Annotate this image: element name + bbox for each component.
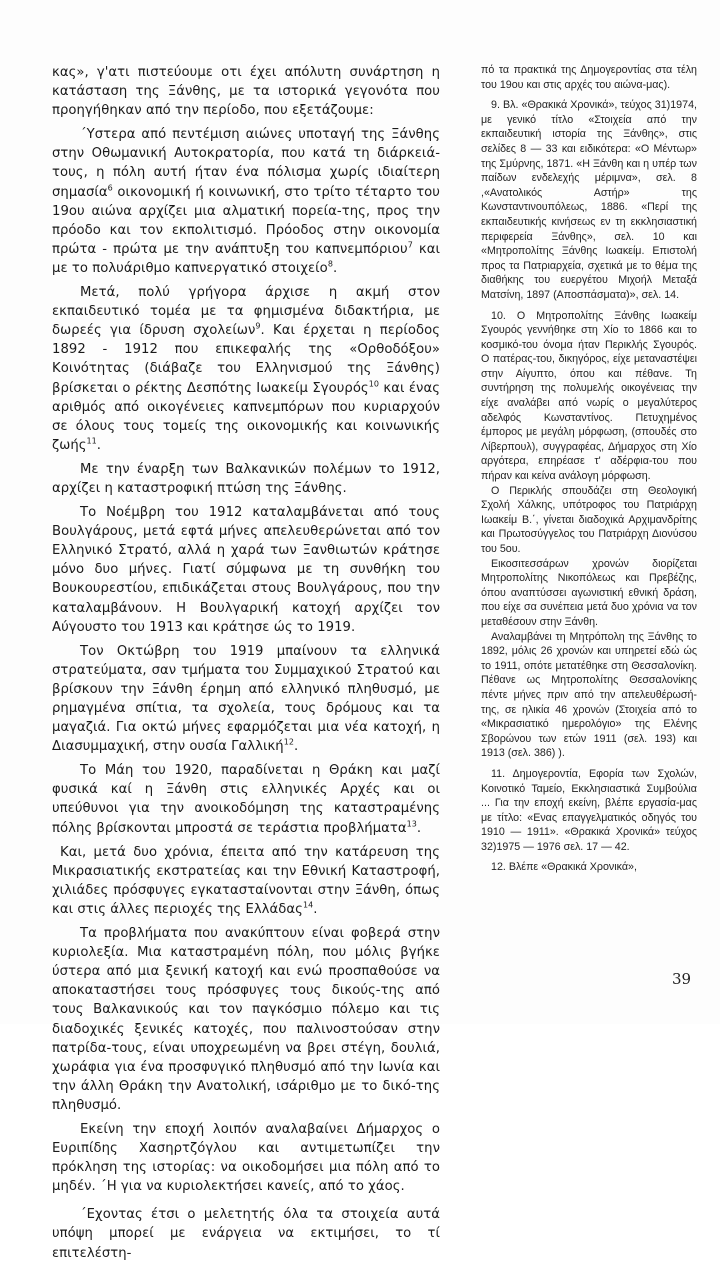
main-text-column — [52, 63, 440, 1268]
paragraph-october-1919 — [52, 642, 440, 757]
paragraph-may-1920 — [52, 761, 440, 837]
footnote-10: 10. Ο Μητροπολίτης Ξάνθης Ιωακείμ Σγουρός γεννήθηκε στη Χίο το 1866 και το κοσμικό-του όνομα ήταν Περικλής Σγουρός. Ο πατέρας-του, δικηγόρος, είχε μεταναστέψει στην Αίγυπτο, όπου και πέθανε. Τη συντήρηση της πολυμελής οικογένειας την είχε αναλάβει από νωρίς ο μεγαλύτερος αδελφός Κωνσταντίνος. Πετυχημένος έμπορος με μεγάλη μόρφωση, (σπουδές στο Λίβερπουλ), συγγραφέας, Δήμαρχος στη Χίο αργότερα, επηρέασε τ' αδέρφια-του που πήραν και κείνα ανάλογη μόρφωση. — [481, 309, 697, 483]
footnote-ref-9[interactable]: 9 — [255, 321, 261, 331]
text-span: . Και έρχεται η περίοδος 1892 - 1912 που επικεφαλής της «Ορθοδόξου» Κοινότητας (διάβαζε του Ελληνισμού της Ξάνθης) βρίσκεται ο ρέκτης Δεσπότης Ιωακείμ Σγουρός — [52, 323, 440, 396]
paragraph-education — [52, 283, 440, 455]
footnote-10-paragraph-3: Εικοσιτεσσάρων χρονών διορίζεται Μητροπολίτης Νικοπόλεως και Πρεβέζης, όπου αναπτύσσει αγωνιστική εθνική δράση, που είχε σα συνέπεια μετά δυο χρόνια να τον μεταθέσουν στην Ξάνθη. — [481, 557, 697, 628]
paragraph-ottoman-period — [52, 125, 440, 278]
text-span: Το Μάη του 1920, παραδίνεται η Θράκη και μαζί φυσικά καί η Ξάνθη στις ελληνικές Αρχές και οι υπεύθυνοι για την ανοικοδόμηση της καταστραμένης πόλης βρίσκονται μπροστά σε τεράστια προβλήματα — [52, 763, 440, 836]
footnote-9: 9. Βλ. «Θρακικά Χρονικά», τεύχος 31)1974, με γενικό τίτλο «Στοιχεία από την εκπαιδευτική ιστορία της Ξάνθης», στις σελίδες 8 — 33 και ειδικότερα: «Ο Μέντωρ» της Σμύρνης, 1871. «Η Ξάνθη και η υπέρ των παίδων ενδελεχής μέριμνα», σελ. 8 ,«Ανατολικός Αστήρ» της Κωνσταντινουπόλεως, 1886. «Περί της εκπαιδευτικής κινήσεως εν τη εκκλησιαστική περιφερεία Ξάνθης», σελ. 10 και «Μητροπολίτης Ξάνθης Ιωακείμ. Επιστολή προς τα Πατριαρχεία, σχετικά με το θέμα της διαθήκης του ευεργέτου Μιχοήλ Μεταξά Ματσίνη, 1897 (Αποσπάσματα)», σελ. 14. — [481, 99, 697, 301]
footnote-ref-14[interactable]: 14 — [302, 900, 314, 910]
footnote-ref-7[interactable]: 7 — [407, 240, 413, 250]
text-span: . — [293, 739, 299, 755]
paragraph-closing: ΄Εχοντας έτσι ο μελετητής όλα τα στοιχεία αυτά υπόψη μπορεί με ενάργεια να εκτιμήσει, το τί επιτελέστη- — [52, 1207, 440, 1261]
footnote-ref-6[interactable]: 6 — [107, 183, 113, 193]
footnote-ref-8[interactable]: 8 — [327, 259, 333, 269]
footnote-11: 11. Δημογεροντία, Εφορία των Σχολών, Κοινοτικό Ταμείο, Εκκλησιαστικά Συμβούλια ... Για την εποχή εκείνη, βλέπε εργασία-μας με τίτλο: «Ενας επαγγελματικός οδηγός του 1910 — 1911». «Θρακικά Χρονικά» τεύχος 32)1975 — 1976 σελ. 17 — 42. — [481, 767, 697, 853]
text-span: . — [313, 901, 318, 917]
text-span: και ένας αριθμός από οικογένειες καπνεμπόρων που κυριαρχούν σε όλους τους τομείς της οικονομικής και κοινωνικής ζωής — [52, 380, 440, 453]
text-span: Και, μετά δυο χρόνια, έπειτα από την κατάρευση της Μικρασιατικής εκστρατείας και την Εθνική Καταστροφή, χιλιάδες πρόσφυγες εγκατασταίνονται στην Ξάνθη, όπως και στις άλλες περιοχές της Ελλάδας — [52, 844, 440, 917]
text-span: και με το πολυάριθμο καπνεργατικό στοιχείο — [52, 241, 440, 276]
paragraph-bulgarian-occupation: Το Νοέμβρη του 1912 καταλαμβάνεται από τους Βουλγάρους, μετά εφτά μήνες απελευθερώνεται από τον Ελληνικό Στρατό, αλλά η χαρά των Ξανθιωτών κράτησε μόνο δυο μήνες. Γιατί σύμφωνα με τη συνθήκη του Βουκουρεστίου, επιδικάζεται στους Βουλγάρους, που την καταλαμβάνουν. Η Βουλγαρική κατοχή αρχίζει τον Αύγουστο του 1913 και κράτησε ώς το 1919. — [52, 505, 440, 635]
paragraph-balkan-wars: Με την έναρξη των Βαλκανικών πολέμων το 1912, αρχίζει η καταστροφική πτώση της Ξάνθης. — [52, 461, 440, 496]
footnote-10-paragraph-2: Ο Περικλής σπουδάζει στη Θεολογική Σχολή Χάλκης, υπότροφος του Πατριάρχη Ιωακείμ Β.΄, γίνεται διαδοχικά Αρχιμανδρίτης και Πρωτοσύγγελος του Πατριάρχη Διονύσου του 5ου. — [481, 484, 697, 555]
footnote-ref-12[interactable]: 12 — [283, 737, 294, 747]
text-span: Μετά, πολύ γρήγορα άρχισε η ακμή στον εκπαιδευτικό τομέα με τα φημισμένα διδακτήρια, με δωρεές για ίδρυση σχολείων — [52, 285, 440, 339]
text-span: . — [332, 260, 338, 276]
footnote-ref-10[interactable]: 10 — [368, 379, 380, 389]
footnote-ref-13[interactable]: 13 — [406, 819, 417, 829]
footnote-ref-11[interactable]: 11 — [86, 436, 97, 446]
paragraph-mayor: Εκείνη την εποχή λοιπόν αναλαβαίνει Δήμαρχος ο Ευριπίδης Χασηρτζόγλου και αντιμετωπίζει την πρόκληση της ιστορίας: να οικοδομήσει μια πόλη από το μηδέν. ΄Η για να κυριολεκτήσει κανείς, από το χάος. — [52, 1121, 440, 1195]
paragraph-continued: κας», γ'ατι πιστεύουμε οτι έχει απόλυτη συνάρτηση η κατάσταση της Ξάνθης, με τα ιστορικά γεγονότα που προηγήθηκαν από την περίοδο, που εξετάζουμε: — [52, 65, 440, 119]
footnotes-column — [481, 63, 697, 881]
text-span: . — [96, 437, 102, 453]
text-span: . — [416, 820, 422, 836]
footnote-10-paragraph-4: Αναλαμβάνει τη Μητρόπολη της Ξάνθης το 1892, μόλις 26 χρονών και υπηρετεί εδώ ώς το 1911, οπότε μετατέθηκε στη Θεσσαλονίκη. Πέθανε ως Μητροπολίτης Θεσσαλονίκης πέντε μήνες πριν από την απελευθέρωσή-της, σε ηλικία 46 χρονών (Στοιχεία από το «Μικρασιατικό ημερολόγιο» της Ελένης Σβορώνου των ετών 1911 (σελ. 193) και 1913 (σελ. 386) ). — [481, 630, 697, 760]
paragraph-problems: Τα προβλήματα που ανακύπτουν είναι φοβερά στην κυριολεξία. Μια καταστραμένη πόλη, που μόλις βγήκε ύστερα από μια ξενική κατοχή και ενώ προσπαθούσε να αποκαταστήσει τους πρόσφυγες τους δικούς-της από τους Βαλκανικούς και τον παγκόσμιο πόλεμο και τις διαδοχικές ξενικές κατοχές, που παλινοστούσαν στην πατρίδα-τους, είναι υποχρεωμένη να βρει στέγη, δουλιά, χωράφια για ένα προσφυγικό πληθυσμό από την Ιωνία και την άλλη Θράκη την Ανατολική, ισάριθμο με το δικό-της πληθυσμό. — [52, 926, 440, 1113]
footnote-8-continued: πό τα πρακτικά της Δημογεροντίας στα τέλη του 19ου και στις αρχές του αιώνα-μας). — [481, 64, 697, 91]
text-span: οικονομική ή κοινωνική, στο τρίτο τέταρτο του 19ου αιώνα αρχίζει μια αλματική πορεία-της, προς την πρόοδο και τον εκπολιτισμό. Πρόοδος στην οικονομία πρώτα - πρώτα με την ανάπτυξη του καπνεμπόριου — [52, 184, 440, 257]
text-span: ΄Υστερα από πεντέμιση αιώνες υποταγή της Ξάνθης στην Οθωμανική Αυτοκρατορία, που κατά τη διάρκειά-τους, η πόλη αυτή ήταν ένα πόλισμα χωρίς ιδιαίτερη σημασία — [52, 127, 440, 200]
page-number: 39 — [672, 970, 692, 988]
footnote-12: 12. Βλέπε «Θρακικά Χρονικά», — [491, 861, 637, 874]
paragraph-refugees — [52, 843, 440, 919]
text-span: Τον Οκτώβρη του 1919 μπαίνουν τα ελληνικά στρατεύματα, σαν τμήματα του Συμμαχικού Στρατού και βρίσκουν την Ξάνθη έρημη από ελληνικό πληθυσμό, με ρημαγμένα σπίτια, τα σχολεία, τους δρόμους και τα μαγαζιά. Για οκτώ μήνες εφαρμόζεται μια νέα κατοχή, η Διασυμμαχική, στην ουσία Γαλλική — [52, 643, 440, 755]
